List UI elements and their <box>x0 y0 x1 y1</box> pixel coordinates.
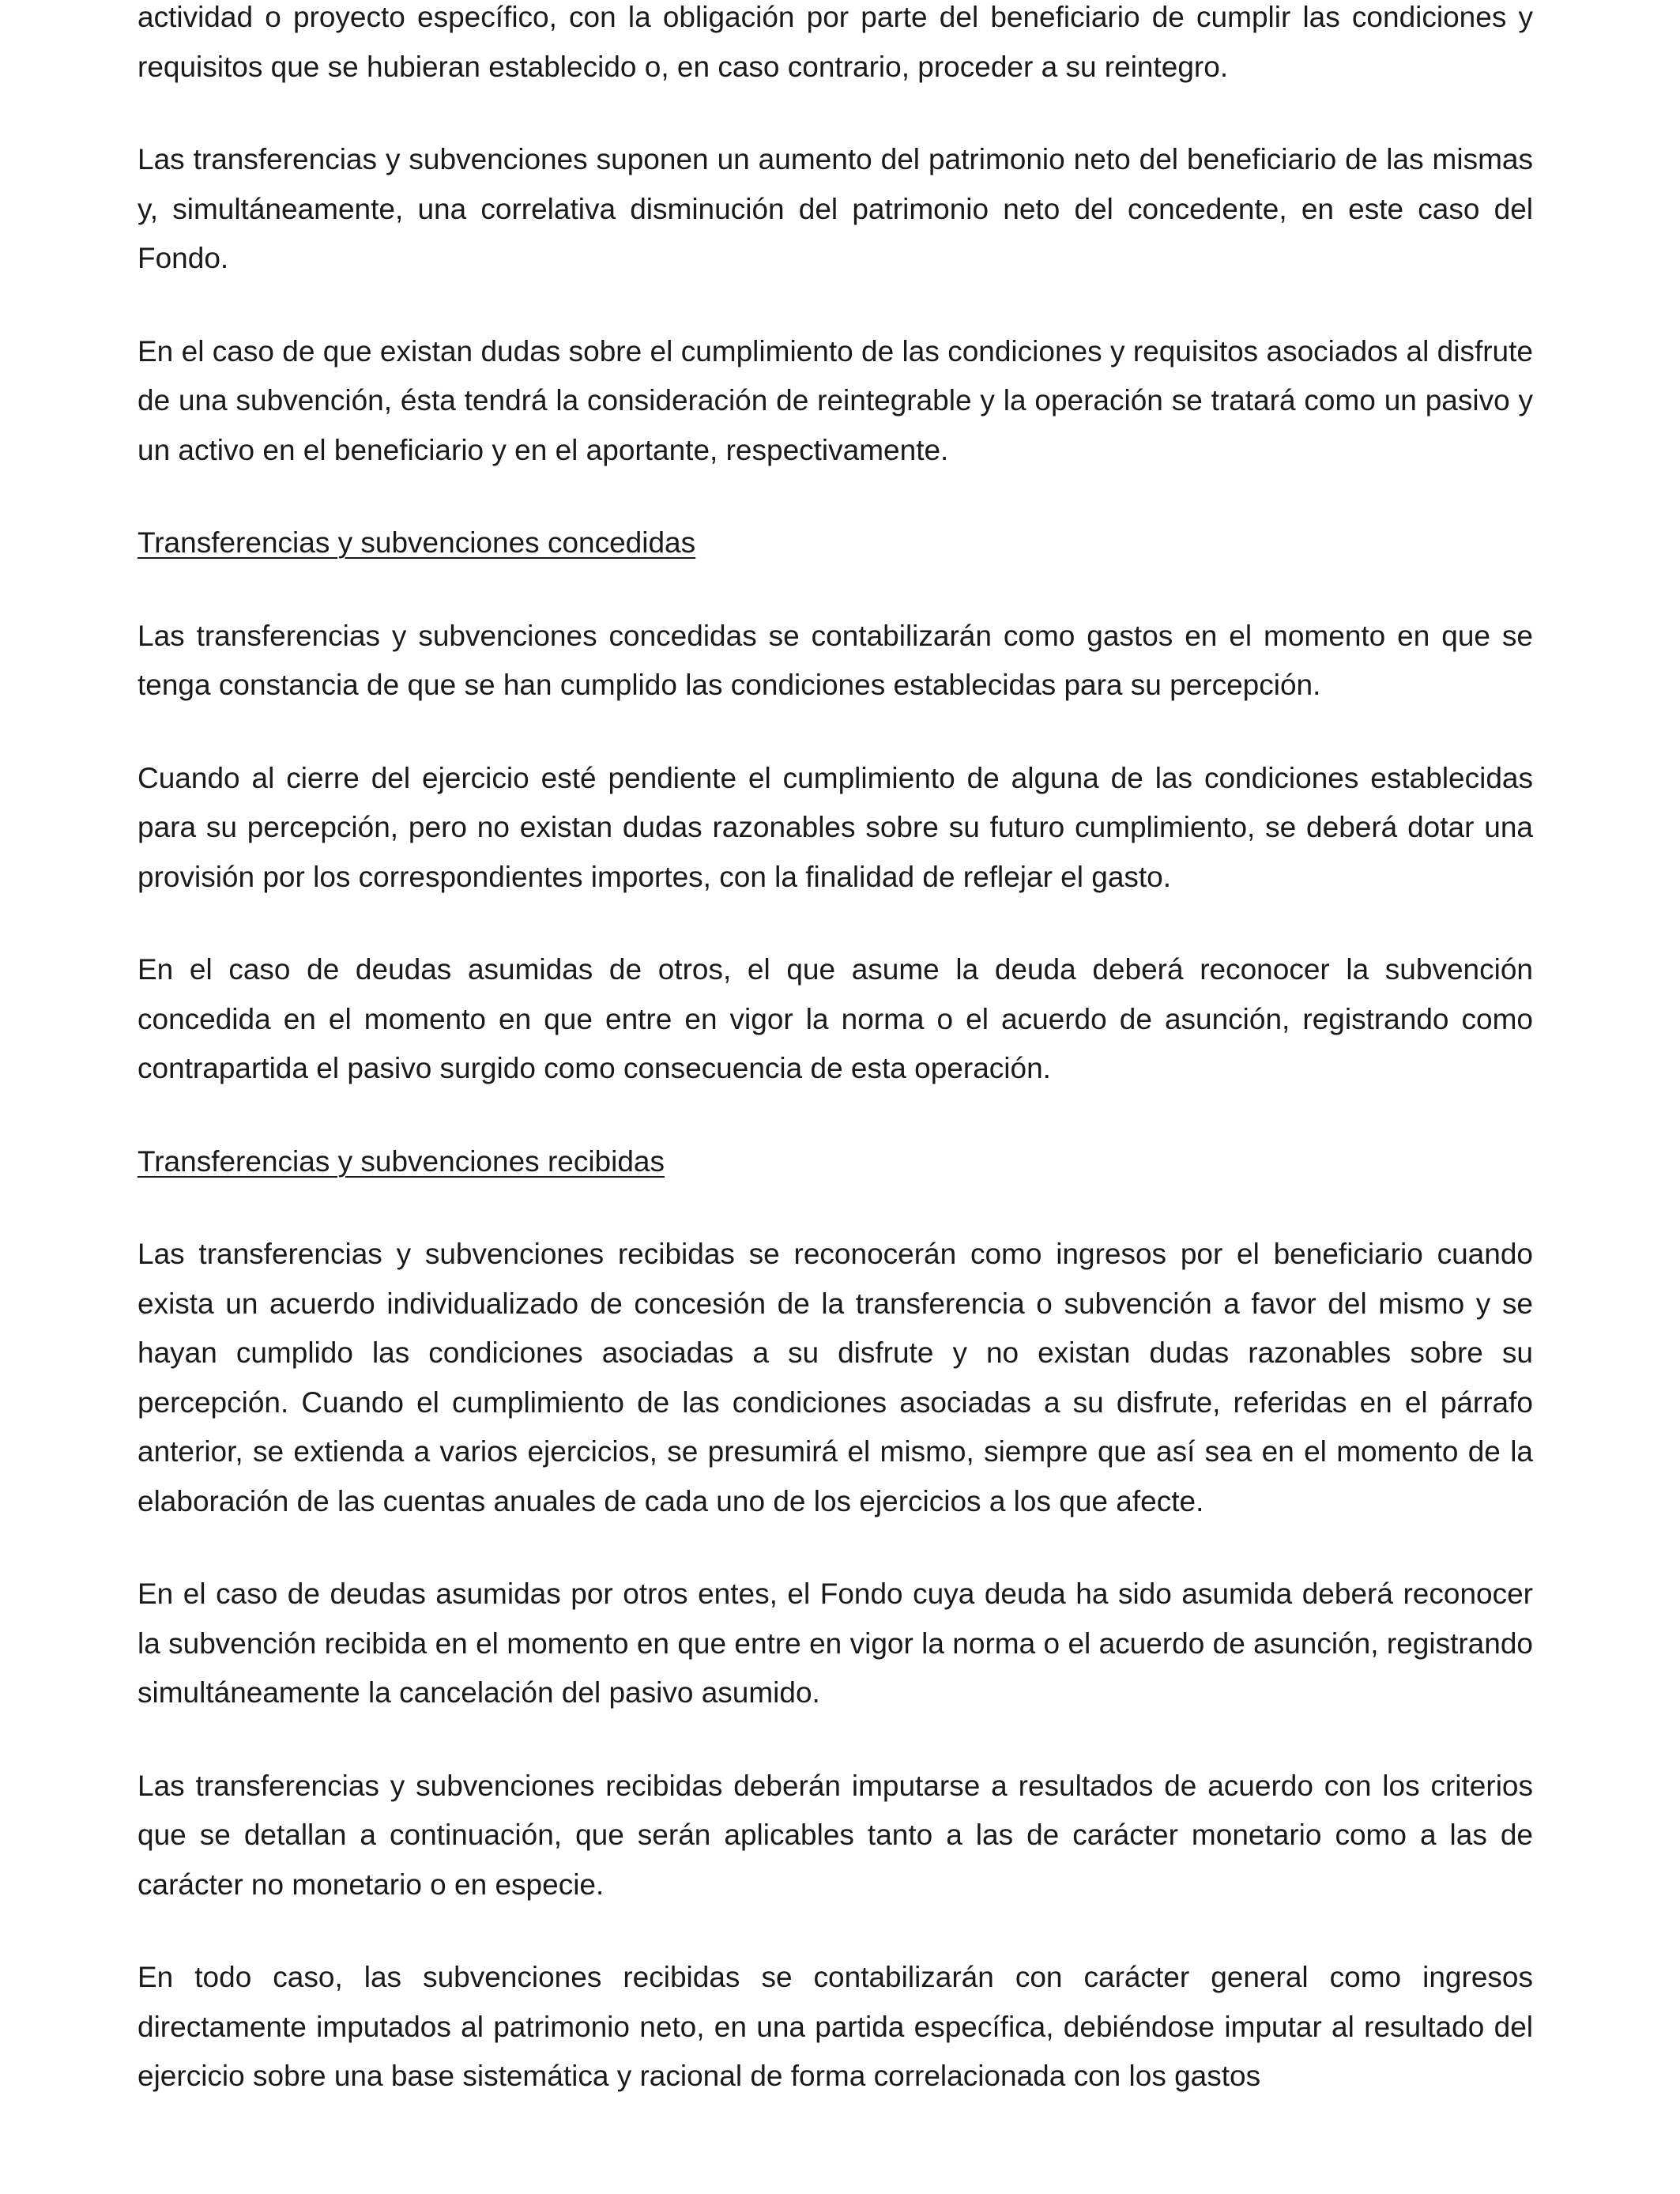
paragraph-reintegro: actividad o proyecto específico, con la obligación por parte del beneficiario de cumplir las condiciones y requisitos que se hubieran establecido o, en caso contrario, proceder a su reintegro. <box>137 1 1533 83</box>
paragraph-dudas-cumplimiento: En el caso de que existan dudas sobre el cumplimiento de las condiciones y requisitos asociados al disfrute de una subvención, ésta tendrá la consideración de reintegrable y la operación se tratará como un pasivo y un activo en el beneficiario y en el aportante, respectivamente. <box>137 334 1533 466</box>
section-heading-concedidas: Transferencias y subvenciones concedidas <box>137 526 696 559</box>
paragraph-deudas-asumidas-entes: En el caso de deudas asumidas por otros entes, el Fondo cuya deuda ha sido asumida deberá reconocer la subvención recibida en el momento en que entre en vigor la norma o el acuerdo de asunción, registrando simultáneamente la cancelación del pasivo asumido. <box>137 1578 1533 1709</box>
paragraph-patrimonio-neto-imputacion: En todo caso, las subvenciones recibidas se contabilizarán con carácter general como ingresos directamente imputados al patrimonio neto, en una partida específica, debiéndose imputar al resultado del ejercicio sobre una base sistemática y racional de forma correlacionada con los gastos <box>137 1961 1533 2092</box>
paragraph-imputacion-resultados: Las transferencias y subvenciones recibidas deberán imputarse a resultados de acuerdo con los criterios que se detallan a continuación, que serán aplicables tanto a las de carácter monetario como a las de carácter no monetario o en especie. <box>137 1769 1533 1901</box>
document-page <box>137 0 1533 2145</box>
paragraph-deudas-asumidas-otros: En el caso de deudas asumidas de otros, el que asume la deuda deberá reconocer la subvención concedida en el momento en que entre en vigor la norma o el acuerdo de asunción, registrando como contrapartida el pasivo surgido como consecuencia de esta operación. <box>137 953 1533 1084</box>
paragraph-patrimonio-neto: Las transferencias y subvenciones suponen un aumento del patrimonio neto del beneficiario de las mismas y, simultáneamente, una correlativa disminución del patrimonio neto del concedente, en este caso del Fondo. <box>137 143 1533 274</box>
paragraph-cierre-ejercicio: Cuando al cierre del ejercicio esté pendiente el cumplimiento de alguna de las condiciones establecidas para su percepción, pero no existan dudas razonables sobre su futuro cumplimiento, se deberá dotar una provisión por los correspondientes importes, con la finalidad de reflejar el gasto. <box>137 761 1533 893</box>
paragraph-recibidas-ingresos: Las transferencias y subvenciones recibidas se reconocerán como ingresos por el beneficiario cuando exista un acuerdo individualizado de concesión de la transferencia o subvención a favor del mismo y se hayan cumplido las condiciones asociadas a su disfrute y no existan dudas razonables sobre su percepción. Cuando el cumplimiento de las condiciones asociadas a su disfrute, referidas en el párrafo anterior, se extienda a varios ejercicios, se presumirá el mismo, siempre que así sea en el momento de la elaboración de las cuentas anuales de cada uno de los ejercicios a los que afecte. <box>137 1238 1533 1517</box>
paragraph-concedidas-gastos: Las transferencias y subvenciones concedidas se contabilizarán como gastos en el momento en que se tenga constancia de que se han cumplido las condiciones establecidas para su percepción. <box>137 619 1533 701</box>
section-heading-recibidas: Transferencias y subvenciones recibidas <box>137 1144 665 1178</box>
